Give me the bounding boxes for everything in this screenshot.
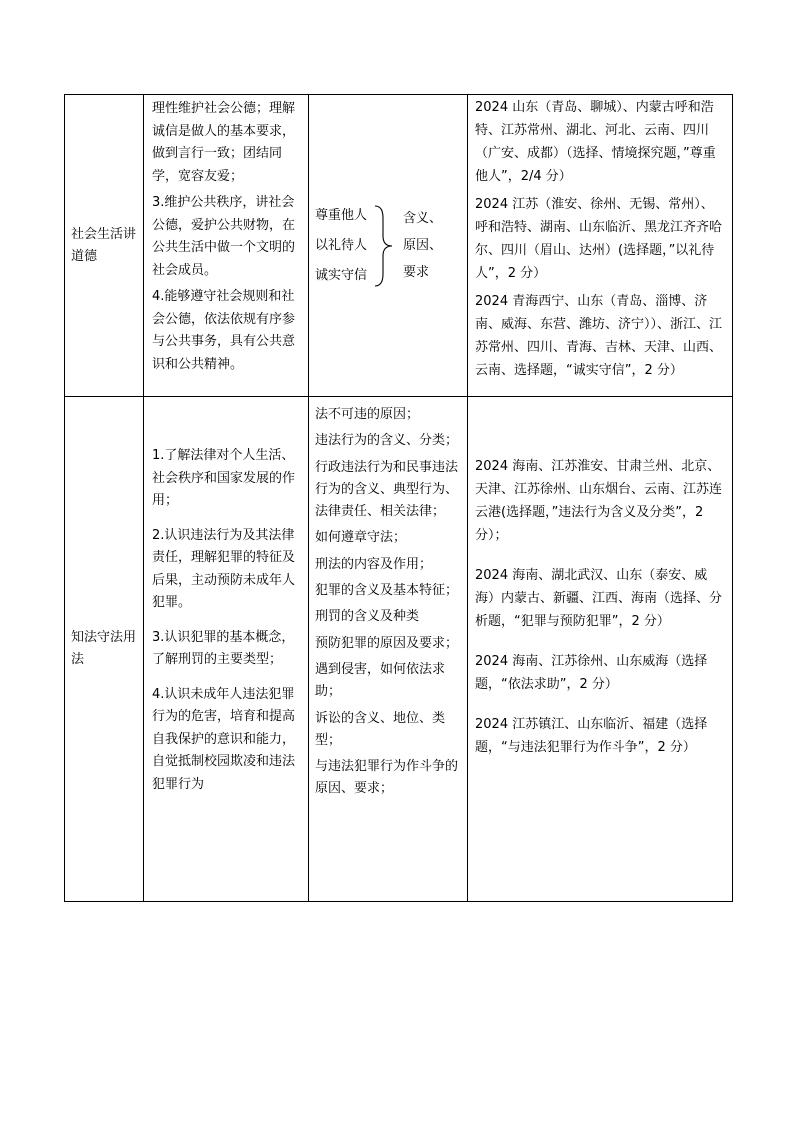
topic-cell: 知法守法用法 [65, 397, 144, 902]
knowledge-item: 犯罪的含义及基本特征； [315, 583, 459, 599]
knowledge-item: 诉讼的含义、地位、类型； [315, 710, 446, 748]
requirement-text: 3.维护公共秩序，讲社会公德，爱护公共财物，在公共生活中做一个文明的社会成员。 [152, 195, 296, 278]
exam-entry: 2024 江苏（淮安、徐州、无锡、常州）、呼和浩特、湖南、山东临沂、黑龙江齐齐哈尔、四川（眉山、达州）(选择题，”以礼待人”，2 分） [475, 197, 723, 281]
exam-entry: 2024 青海西宁、山东（青岛、淄博、济南、威海、东营、潍坊、济宁））、浙江、江苏常州、四川、青海、吉林、天津、山西、云南、选择题，“诚实守信”，2 分） [475, 294, 723, 378]
knowledge-item: 遇到侵害，如何依法求助； [315, 661, 446, 700]
aspect-item: 要求 [403, 265, 430, 280]
requirement-text: 4.能够遵守社会规则和社会公德，依法依规有序参与公共事务，具有公共意识和公共精神。 [152, 289, 296, 372]
exam-cell [468, 397, 733, 902]
requirements-cell [144, 95, 309, 397]
requirement-text: 1.了解法律对个人生活、社会秩序和国家发展的作用； [152, 448, 296, 508]
exam-cell [468, 95, 733, 397]
requirement-text: 3.认识犯罪的基本概念，了解刑罚的主要类型； [152, 629, 295, 667]
knowledge-item: 法不可违的原因； [315, 407, 420, 422]
knowledge-cell [309, 397, 468, 902]
exam-entry: 2024 海南、湖北武汉、山东（泰安、威海）内蒙古、新疆、江西、海南（选择、分析题，“犯罪与预防犯罪”，2 分） [475, 568, 723, 629]
knowledge-item: 诚实守信 [315, 267, 368, 283]
knowledge-item: 如何遵章守法； [315, 530, 407, 546]
knowledge-item: 尊重他人 [315, 207, 368, 223]
requirement-text: 2.认识违法行为及其法律责任，理解犯罪的特征及后果，主动预防未成年人犯罪。 [152, 527, 296, 610]
knowledge-item: 行政违法行为和民事违法行为的含义、典型行为、法律责任、相关法律； [315, 459, 459, 520]
requirements-cell [144, 397, 309, 902]
knowledge-item: 预防犯罪的原因及要求； [315, 635, 459, 651]
aspect-item: 含义、 [403, 211, 443, 226]
exam-entry: 2024 海南、江苏徐州、山东威海（选择题，“依法求助”，2 分） [475, 654, 708, 692]
knowledge-item: 以礼待人 [315, 237, 368, 253]
knowledge-list [315, 201, 367, 291]
table-row [65, 95, 733, 397]
aspect-list [403, 205, 442, 286]
curly-brace-icon [371, 204, 397, 288]
curriculum-table [64, 94, 733, 902]
exam-entry: 2024 江苏镇江、山东临沂、福建（选择题，“与违法犯罪行为作斗争”，2 分） [475, 717, 708, 755]
knowledge-item: 违法行为的含义、分类； [315, 433, 459, 449]
knowledge-group [315, 201, 461, 291]
aspect-item: 原因、 [403, 238, 443, 253]
requirement-text: 4.认识未成年人违法犯罪行为的危害，培育和提高自我保护的意识和能力，自觉抵制校园欺凌和违法犯罪行为 [152, 686, 296, 792]
requirement-text: 理性维护社会公德；理解诚信是做人的基本要求，做到言行一致；团结同学，宽容友爱； [152, 101, 296, 184]
topic-cell: 社会生活讲道德 [65, 95, 144, 397]
knowledge-item: 刑罚的含义及种类 [315, 609, 420, 625]
exam-entry: 2024 海南、江苏淮安、甘肃兰州、北京、天津、江苏徐州、山东烟台、云南、江苏连云港(选择题，”违法行为含义及分类”，2 分）； [475, 459, 723, 543]
exam-entry: 2024 山东（青岛、聊城）、内蒙古呼和浩特、江苏常州、湖北、河北、云南、四川（广安、成都）（选择、情境探究题，”尊重他人”，2/4 分） [475, 100, 716, 184]
knowledge-item: 刑法的内容及作用； [315, 556, 433, 572]
knowledge-cell [309, 95, 468, 397]
table-row [65, 397, 733, 902]
knowledge-item: 与违法犯罪行为作斗争的原因、要求； [315, 759, 459, 797]
